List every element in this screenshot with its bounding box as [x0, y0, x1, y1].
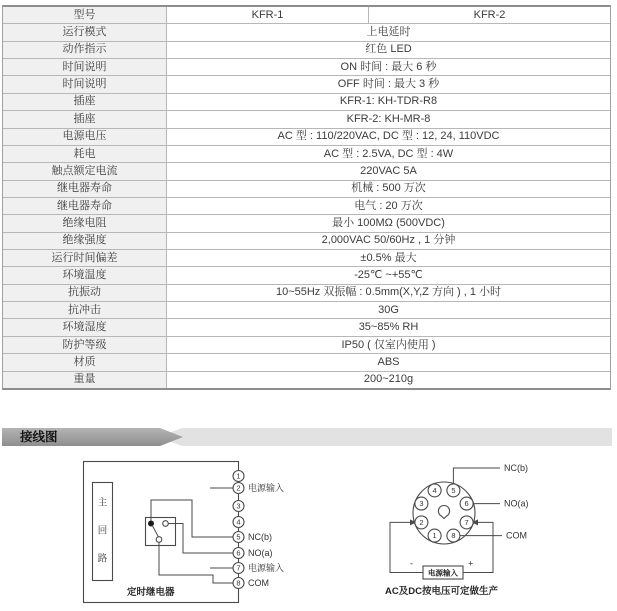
table-row [3, 284, 610, 301]
wire-to-pin8 [159, 543, 233, 584]
main-circuit-char: 路 [97, 553, 108, 565]
table-row [3, 93, 610, 110]
table-row [3, 301, 610, 318]
pin-number: 7 [236, 563, 241, 573]
pin2-label: 电源输入 [248, 482, 285, 493]
pin-number: 6 [236, 548, 241, 558]
table-row [3, 110, 610, 127]
keyway [438, 505, 449, 518]
pin6-label: NO(a) [248, 547, 273, 558]
row-value: IP50 ( 仅室内使用 ) [167, 337, 610, 353]
row-label: 运行时间偏差 [3, 250, 167, 266]
row-label: 绝缘强度 [3, 233, 167, 249]
pin-number: 1 [236, 471, 241, 481]
row-label: 插座 [3, 94, 167, 110]
row-label: 时间说明 [3, 76, 167, 92]
row-value: 220VAC 5A [167, 163, 610, 179]
row-label: 抗冲击 [3, 302, 167, 318]
row-label: 绝缘电阻 [3, 215, 167, 231]
table-row [3, 41, 610, 58]
socket-outline [413, 482, 475, 544]
pin-number: 3 [236, 501, 241, 511]
section-banner [2, 428, 612, 446]
pin-number: 7 [464, 517, 469, 527]
table-row [3, 249, 610, 266]
row-value: 30G [167, 302, 610, 318]
row-value: 上电延时 [167, 24, 610, 40]
table-row [3, 266, 610, 283]
banner-light-ribbon [158, 428, 612, 446]
pin8-label: COM [248, 577, 269, 588]
pin-number: 2 [236, 483, 241, 493]
pin-number: 6 [464, 499, 469, 509]
model-kfr2-cell: KFR-2 [473, 8, 506, 21]
contact-blade [152, 525, 159, 537]
row-value: ABS [167, 354, 610, 370]
row-label: 材质 [3, 354, 167, 370]
power-input-label: 电源输入 [428, 568, 458, 578]
table-row [3, 197, 610, 214]
table-row [3, 23, 610, 40]
row-value: ON 时间 : 最大 6 秒 [167, 59, 610, 75]
table-row [3, 371, 610, 388]
contact-nc-terminal [163, 521, 169, 527]
table-row [3, 75, 610, 92]
row-value: AC 型 : 2.5VA, DC 型 : 4W [167, 146, 610, 162]
contact-no-terminal [156, 537, 162, 543]
socket-caption: AC及DC按电压可定做生产 [385, 586, 498, 597]
row-label: 型号 [3, 7, 167, 23]
pin-number: 5 [451, 485, 456, 495]
row-label: 抗振动 [3, 285, 167, 301]
model-kfr1-cell: KFR-1 [167, 7, 369, 23]
socket-pinout-diagram [380, 455, 612, 611]
section-title: 接线图 [20, 430, 58, 444]
pin-number: 8 [236, 578, 241, 588]
table-row [3, 180, 610, 197]
row-value: 200~210g [167, 372, 610, 388]
row-value: AC 型 : 110/220VAC, DC 型 : 12, 24, 110VDC [167, 129, 610, 145]
table-row [3, 162, 610, 179]
spec-table [2, 5, 611, 390]
table-row [3, 353, 610, 370]
pin5-label: NC(b) [248, 531, 272, 542]
row-value: 红色 LED [167, 42, 610, 58]
table-row [3, 128, 610, 145]
row-value: OFF 时间 : 最大 3 秒 [167, 76, 610, 92]
no-label: NO(a) [504, 498, 529, 509]
main-circuit-char: 主 [97, 497, 108, 509]
contact-common-dot [148, 521, 154, 527]
row-value: 2,000VAC 50/60Hz , 1 分钟 [167, 233, 610, 249]
table-row [3, 7, 610, 23]
row-label: 电源电压 [3, 129, 167, 145]
row-value: 机械 : 500 万次 [167, 181, 610, 197]
row-label: 耗电 [3, 146, 167, 162]
row-value: 35~85% RH [167, 319, 610, 335]
pin-number: 5 [236, 532, 241, 542]
pin-number: 4 [236, 517, 241, 527]
row-value: ±0.5% 最大 [167, 250, 610, 266]
row-label: 动作指示 [3, 42, 167, 58]
table-row [3, 318, 610, 335]
nc-label: NC(b) [504, 462, 528, 473]
table-row [3, 58, 610, 75]
pin7-label: 电源输入 [248, 562, 285, 573]
row-value: KFR-1: KH-TDR-R8 [167, 94, 610, 110]
row-label: 时间说明 [3, 59, 167, 75]
row-value: -25℃ ~+55℃ [167, 267, 610, 283]
row-label: 触点额定电流 [3, 163, 167, 179]
table-row [3, 336, 610, 353]
timer-relay-wiring-diagram [75, 455, 313, 607]
row-value: 电气 : 20 万次 [167, 198, 610, 214]
row-label: 继电器寿命 [3, 198, 167, 214]
pin-number: 4 [432, 485, 437, 495]
com-label: COM [506, 530, 527, 541]
minus-sign: - [410, 558, 413, 569]
wire-to-pin5 [151, 500, 233, 537]
timer-relay-caption: 定时继电器 [127, 587, 175, 598]
table-row [3, 214, 610, 231]
row-label: 环境湿度 [3, 319, 167, 335]
row-value: 10~55Hz 双振幅 : 0.5mm(X,Y,Z 方向 ) , 1 小时 [167, 285, 610, 301]
table-row [3, 232, 610, 249]
wire-nc [453, 468, 500, 484]
row-label: 运行模式 [3, 24, 167, 40]
pin-number: 1 [432, 531, 437, 541]
main-circuit-char: 回 [97, 525, 108, 537]
row-value: 最小 100MΩ (500VDC) [167, 215, 610, 231]
row-value: KFR-2: KH-MR-8 [167, 111, 610, 127]
pin-number: 2 [419, 517, 424, 527]
row-label: 重量 [3, 372, 167, 388]
plus-sign: + [468, 558, 474, 569]
pin-number: 3 [419, 499, 424, 509]
row-label: 插座 [3, 111, 167, 127]
row-label: 环境温度 [3, 267, 167, 283]
row-label: 防护等级 [3, 337, 167, 353]
pin-number: 8 [451, 531, 456, 541]
wire-to-pin6 [169, 524, 233, 554]
row-label: 继电器寿命 [3, 181, 167, 197]
table-row [3, 145, 610, 162]
